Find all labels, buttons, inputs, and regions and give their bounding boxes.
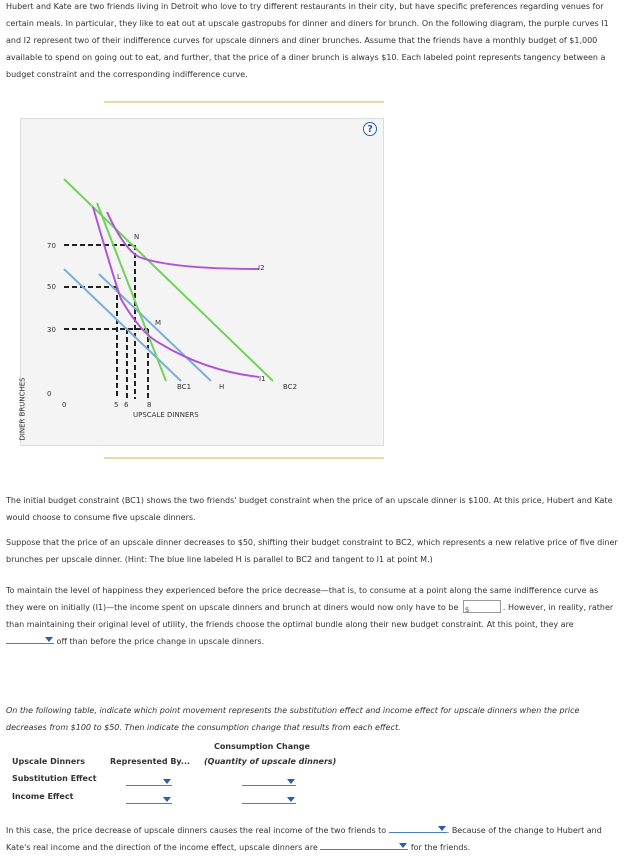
paragraph-maintain-utility: [6, 582, 618, 650]
col-represented-by: Represented By...: [110, 757, 191, 766]
para3-text-b: . However, in reality, rather than maintaining their original level of utility, the friends choose the optimal bundle along their new budget constraint. At this point, they are: [6, 603, 614, 629]
income-represented-dropdown[interactable]: [126, 793, 172, 804]
y-tick-50: 50: [47, 283, 56, 291]
point-n: N: [134, 233, 140, 241]
curve-i2-label: I2: [258, 264, 265, 272]
bc1-line: [64, 269, 181, 381]
x-axis-label: UPSCALE DINNERS: [133, 411, 199, 419]
x-tick-8: 8: [147, 401, 152, 409]
bc2-label: BC2: [283, 383, 298, 391]
para5-text-b: . Because of the change to Hubert and: [446, 826, 602, 835]
chevron-down-icon: [45, 637, 53, 642]
y-tick-70: 70: [47, 242, 56, 250]
substitution-represented-dropdown[interactable]: [126, 775, 172, 786]
row-income-effect: Income Effect: [12, 792, 74, 801]
chevron-down-icon: [287, 797, 295, 802]
divider-top: [104, 101, 384, 103]
real-income-dropdown[interactable]: [389, 822, 447, 833]
col-consumption-change: Consumption Change: [214, 742, 310, 751]
chevron-down-icon: [287, 779, 295, 784]
y-tick-30: 30: [47, 326, 56, 334]
h-line: [99, 274, 211, 381]
chevron-down-icon: [163, 779, 171, 784]
bc-steep-line: [97, 203, 166, 381]
para5-text-a: In this case, the price decrease of upscale dinners causes the real income of the two friends to: [6, 826, 387, 835]
paragraph-real-income: [6, 822, 618, 856]
good-type-dropdown[interactable]: [320, 839, 408, 850]
point-h: H: [219, 383, 225, 391]
paragraph-initial-budget: The initial budget constraint (BC1) shows the two friends' budget constraint when the price of an upscale dinner is $100. At this price, Hubert and Kate would choose to consume five upscale dinners.: [6, 496, 613, 522]
col-quantity: (Quantity of upscale dinners): [204, 757, 337, 766]
graph-panel: [20, 118, 384, 446]
income-change-dropdown[interactable]: [242, 793, 296, 804]
x-tick-0: 0: [62, 401, 67, 409]
curve-i1-label: I1: [259, 375, 266, 383]
bc2-line: [64, 179, 273, 381]
para3-text-a: To maintain the level of happiness they experienced before the price decrease—that is, to consume at a point along the same indifference curve as they were on initially (I1)—the income spent on upscale dinners and brunch at diners would now only have to be: [6, 586, 599, 612]
intro-paragraph: Hubert and Kate are two friends living in Detroit who love to try different restaurants in their city, but have specific preferences regarding venues for certain meals. In particular, they like to eat out at upscale gastropubs for dinner and diners for brunch. On the following diagram, the purple curves I1 and I2 represent two of their indifference curves for upscale dinners and diner brunches. Assume that the friends have a monthly budget of $1,000 available to spend on going out to eat, and further, that the price of a diner brunch is always $10. Each labeled point represents tangency between a budget constraint and the corresponding indifference curve.: [6, 2, 609, 79]
chevron-down-icon: [163, 797, 171, 802]
chevron-down-icon: [399, 843, 407, 848]
i2-curve: [107, 212, 259, 269]
help-icon[interactable]: ?: [363, 122, 377, 136]
point-l: L: [117, 273, 121, 281]
col-upscale-dinners: Upscale Dinners: [12, 757, 85, 766]
chevron-down-icon: [438, 826, 446, 831]
point-m: M: [155, 319, 162, 327]
chart-svg: [18, 119, 383, 445]
divider-bottom: [104, 457, 384, 459]
dollar-prefix: $: [464, 606, 470, 614]
y-tick-0: 0: [47, 390, 52, 398]
bc1-label: BC1: [177, 383, 192, 391]
substitution-change-dropdown[interactable]: [242, 775, 296, 786]
paragraph-price-decrease: Suppose that the price of an upscale dinner decreases to $50, shifting their budget constraint to BC2, which represents a new relative price of five diner brunches per upscale dinner. (Hint: The blue line labeled H is parallel to BC2 and tangent to I1 at point M.): [6, 538, 618, 564]
better-worse-dropdown[interactable]: [6, 633, 54, 644]
para3-text-c: off than before the price change in upscale dinners.: [56, 637, 265, 646]
x-tick-6: 6: [124, 401, 129, 409]
paragraph-table-instructions: On the following table, indicate which point movement represents the substitution effect and income effect for upscale dinners when the price decreases from $100 to $50. Then indicate the consumption change that results from each effect.: [6, 706, 580, 732]
y-axis-label: DINER BRUNCHES: [18, 377, 27, 441]
para5-text-c: Kate's real income and the direction of the income effect, upscale dinners are: [6, 843, 318, 852]
row-substitution-effect: Substitution Effect: [12, 774, 97, 783]
x-tick-5: 5: [114, 401, 119, 409]
para5-text-d: for the friends.: [410, 843, 471, 852]
income-input[interactable]: [463, 600, 501, 613]
